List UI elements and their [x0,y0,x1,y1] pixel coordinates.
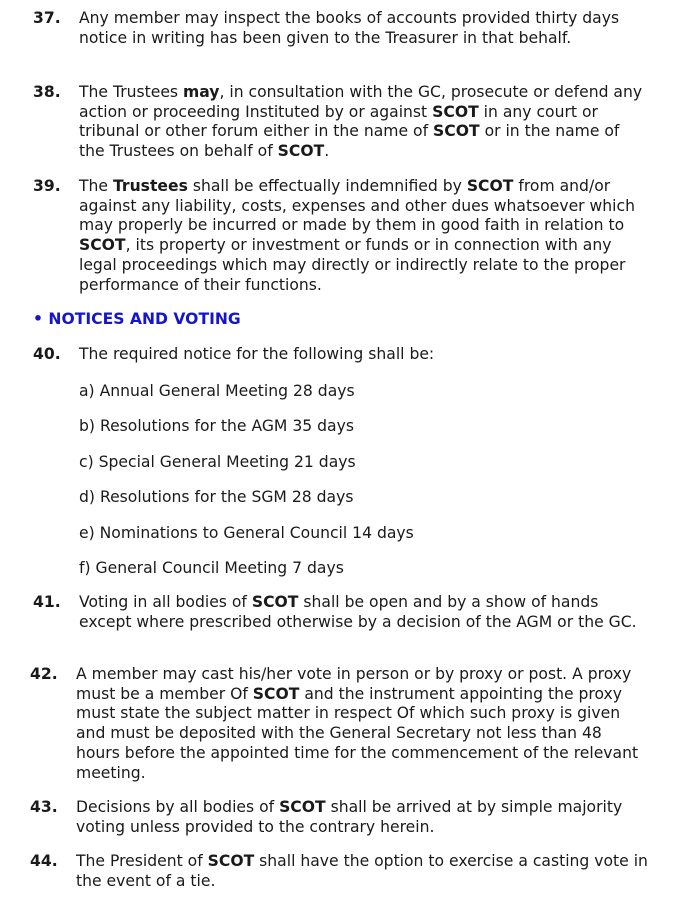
clause-text [76,852,649,891]
clause-text-bold: SCOT [252,684,300,703]
clause-number: 38. [33,83,61,101]
section-heading: • NOTICES AND VOTING [33,310,241,328]
clause-text-bold: SCOT [432,102,479,121]
notice-item: e) Nominations to General Council 14 days [79,524,414,542]
clause-text-run: or in the name of the Trustees on behalf of [79,122,620,161]
clause-number: 42. [30,665,58,683]
clause-text-run: The [79,177,113,195]
clause-text-bold: SCOT [207,852,255,870]
clause-text [79,345,649,365]
clause-text [79,83,649,162]
clause-number: 43. [30,798,58,816]
clause-text-bold: SCOT [277,142,325,161]
clause-text-run: shall be arrived at by simple majority voting unless provided to the contrary herein. [76,798,623,836]
clause-text-run: , its property or investment or funds or in connection with any legal proceedings which may directly or indirectly relate to the proper performance of their functions. [79,236,626,294]
clause-text-run: A member may cast his/her vote in person or by proxy or post. A proxy must be a member Of [76,665,632,703]
clause-text-run: , in consultation with the GC, prosecute or defend any action or proceeding Instituted by or against [79,83,643,121]
clause-number: 39. [33,177,61,195]
clause-text-bold: SCOT [251,593,299,611]
notice-item: c) Special General Meeting 21 days [79,453,356,471]
clause-text-bold: SCOT [79,236,126,255]
clause-number: 44. [30,852,58,870]
clause-text-bold: SCOT [466,177,514,195]
clause-number: 41. [33,593,61,611]
clause-text-run: Any member may inspect the books of accounts provided thirty days notice in writing has been given to the Treasurer in that behalf. [79,9,620,47]
clause-text-run: Voting in all bodies of [79,593,252,611]
clause-text-run: The Trustees [79,83,183,101]
clause-text-run: shall have the option to exercise a casting vote in the event of a tie. [76,852,648,890]
notice-item: d) Resolutions for the SGM 28 days [79,488,354,506]
notice-item: a) Annual General Meeting 28 days [79,382,355,400]
notice-item: b) Resolutions for the AGM 35 days [79,417,354,435]
clause-text-run: The required notice for the following shall be: [79,345,435,363]
clause-text-run: The President of [76,852,208,870]
clause-text-run: in any court or tribunal or other forum either in the name of [79,102,598,141]
clause-number: 37. [33,9,61,27]
clause-text [76,798,649,837]
clause-text [76,665,649,783]
clause-text [79,9,649,48]
clause-text-bold: Trustees [112,177,188,195]
clause-text-bold: SCOT [279,798,326,816]
clause-text [79,177,649,295]
clause-text-bold: may [183,83,220,101]
clause-text-run: Decisions by all bodies of [76,798,280,816]
clause-text-run: shall be open and by a show of hands except where prescribed otherwise by a decision of the AGM or the GC. [79,593,637,631]
clause-text-run: shall be effectually indemnified by [187,177,467,195]
notice-item: f) General Council Meeting 7 days [79,559,344,577]
clause-text-run: . [324,142,330,161]
clause-text [79,593,649,632]
clause-text-run: from and/or against any liability, costs, expenses and other dues whatsoever which may properly be incurred or made by them in good faith in relation to [79,177,635,235]
clause-text-run: and the instrument appointing the proxy must state the subject matter in respect Of which such proxy is given and must be deposited with the General Secretary not less than 48 hours before the appointed time for the commencement of the relevant meeting. [76,684,639,782]
clause-number: 40. [33,345,61,363]
clause-text-bold: SCOT [433,122,480,141]
